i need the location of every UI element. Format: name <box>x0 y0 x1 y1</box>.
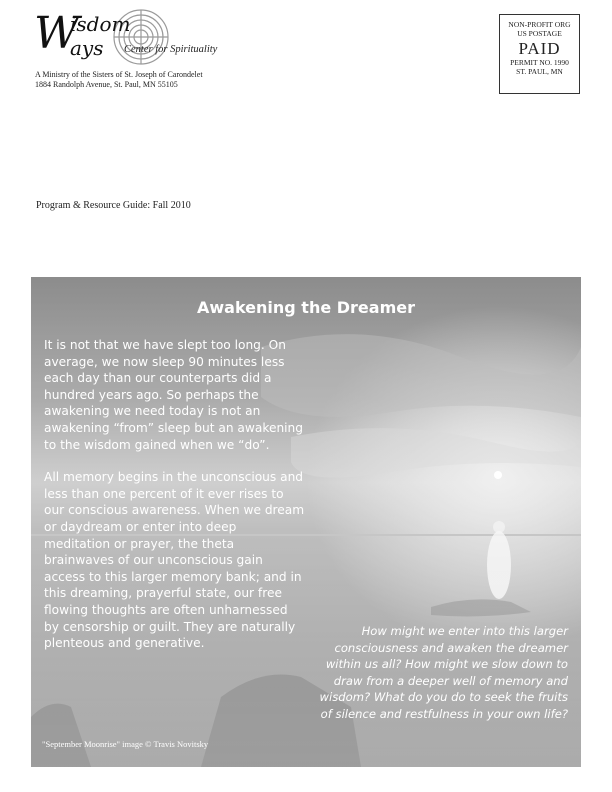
feature-body <box>44 337 306 668</box>
postage-nonprofit: NON-PROFIT ORG <box>508 20 571 29</box>
logo-isdom: isdom <box>70 12 131 36</box>
wisdom-ways-logo <box>34 8 234 68</box>
feature-quote: How might we enter into this larger consciousness and awaken the dreamer within us all? How might we slow down to draw from a deeper well of memory and wisdom? What do you do to seek the fruits of silence and restfulness in your own life? <box>319 624 568 721</box>
ministry-line: A Ministry of the Sisters of St. Joseph of Carondelet <box>35 70 203 79</box>
logo-letter-w: W <box>34 8 80 59</box>
postage-paid: PAID <box>518 39 561 58</box>
feature-photo-panel <box>31 277 581 767</box>
logo-tagline: Center for Spirituality <box>124 44 218 55</box>
postage-permit: PERMIT NO. 1990 <box>510 58 569 67</box>
postage-city: ST. PAUL, MN <box>516 67 563 76</box>
feature-paragraph-2: All memory begins in the unconscious and less than one percent of it ever rises to our conscious awareness. When we dream or daydream or enter into deep meditation or prayer, the theta brainwaves of our unconscious gain access to this larger memory bank; and in this dreaming, prayerful state, our free flowing thoughts are often unharnessed by censorship or guilt. They are naturally plenteous and generative. <box>44 470 305 651</box>
feature-paragraph-1: It is not that we have slept too long. On average, we now sleep 90 minutes less each day than our counterparts did a hundred years ago. So perhaps the awakening we need today is not an awakening “from” sleep but an awakening to the wisdom gained when we “do”. <box>44 338 304 452</box>
address-line: 1884 Randolph Avenue, St. Paul, MN 55105 <box>35 80 178 89</box>
photo-credit: "September Moonrise" image © Travis Novitsky <box>42 739 209 749</box>
feature-title: Awakening the Dreamer <box>196 298 415 317</box>
guide-title: Program & Resource Guide: Fall 2010 <box>36 200 191 211</box>
postage-indicia <box>499 14 580 94</box>
logo-ays: ays <box>70 36 104 60</box>
postage-us: US POSTAGE <box>517 29 562 38</box>
organization-info <box>35 70 203 90</box>
